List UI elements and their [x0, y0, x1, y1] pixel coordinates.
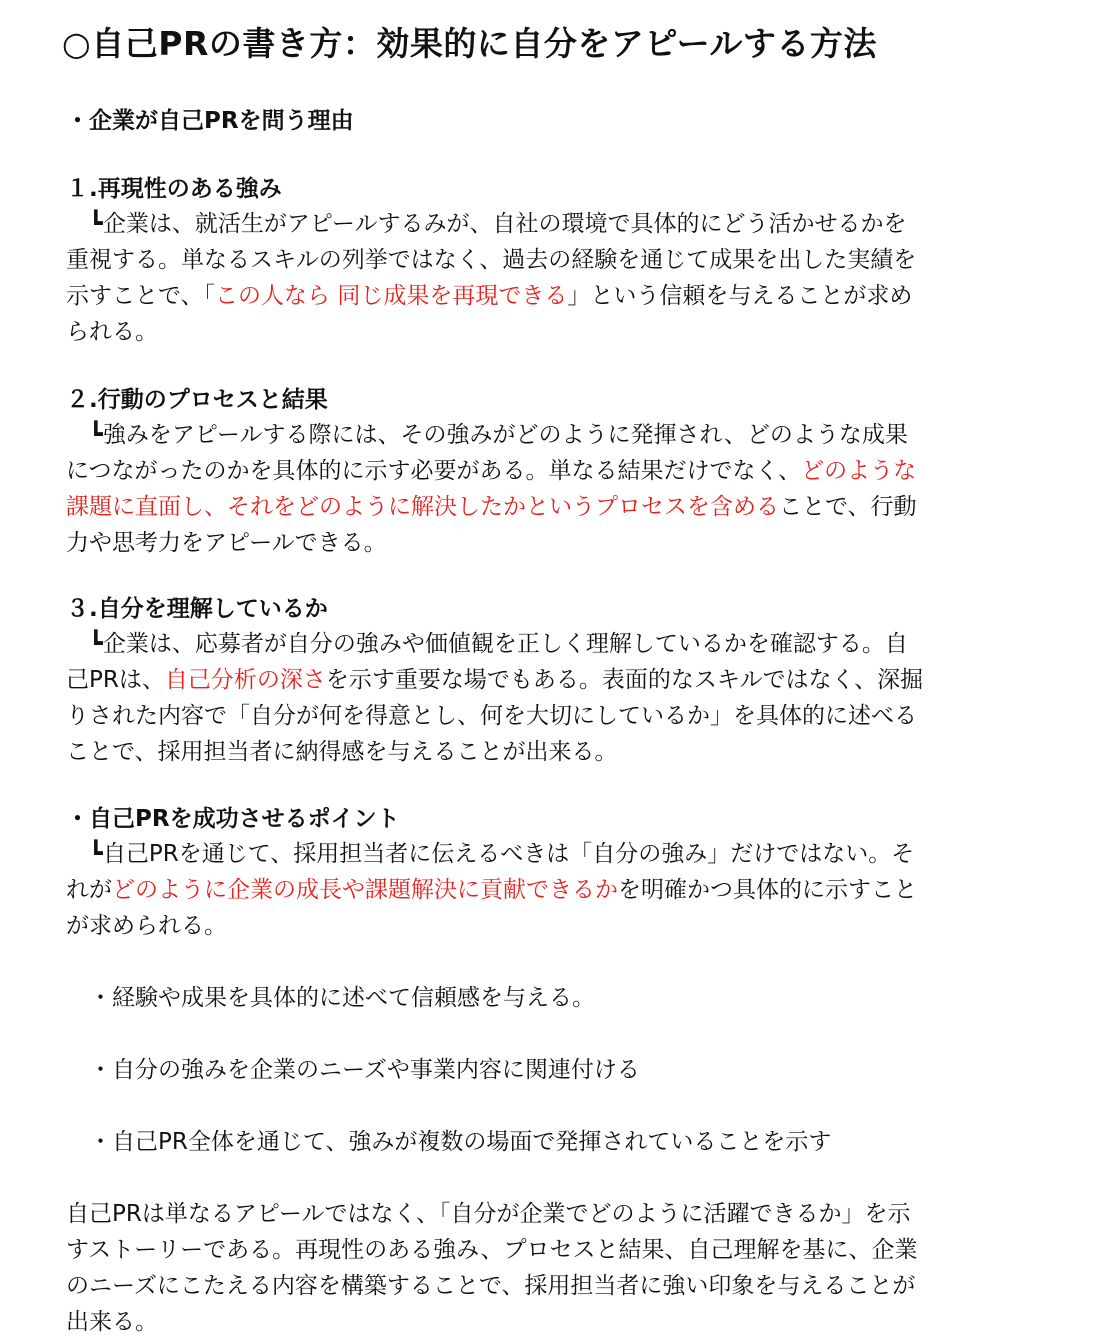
success-text-b: を明確かつ具体的に示すこと が求められる。 — [66, 877, 917, 939]
success-heading: ・自己PRを成功させるポイント — [66, 806, 400, 832]
point-2 — [66, 383, 1051, 561]
point-2-text-b: ことで、行動 力や思考力をアピールできる。 — [66, 494, 917, 556]
success-bullet-2: ・自分の強みを企業のニーズや事業内容に関連付ける — [66, 1057, 640, 1083]
point-2-highlight: どのような 課題に直面し、それをどのように解決したかというプロセスを含める — [66, 458, 917, 520]
point-3-body — [66, 626, 1051, 770]
success-bullet-list — [66, 944, 1051, 1196]
point-1 — [66, 172, 1051, 350]
point-3-text-b: を示す重要な場でもある。表面的なスキルではなく、深掘 りされた内容で「自分が何を得意とし、何を大切にしているか」を具体的に述べる ことで、採用担当者に納得感を与えることが出来る。 — [66, 667, 924, 765]
point-2-heading: ２.行動のプロセスと結果 — [66, 387, 328, 413]
page-title: ○自己PRの書き方：効果的に自分をアピールする方法 — [62, 24, 877, 63]
section-reason — [66, 104, 1051, 138]
point-3-text-a: ┗企業は、応募者が自分の強みや価値観を正しく理解しているかを確認する。自 己PRは、 — [66, 631, 908, 693]
point-3-highlight: 自己分析の深さ — [164, 667, 326, 693]
point-1-text-a: ┗企業は、就活生がアピールするみが、自社の環境で具体的にどう活かせるかを 重視する。単なるスキルの列挙ではなく、過去の経験を通じて成果を出した実績を 示すことで、「 — [66, 211, 917, 309]
point-1-highlight: この人なら 同じ成果を再現できる — [215, 283, 568, 309]
success-text-a: ┗自己PRを通じて、採用担当者に伝えるべきは「自分の強み」だけではない。そ れが — [66, 841, 915, 903]
section-reason-heading: ・企業が自己PRを問う理由 — [66, 108, 354, 134]
point-3-heading: ３.自分を理解しているか — [66, 596, 328, 622]
point-3 — [66, 592, 1051, 770]
success-bullet-3: ・自己PR全体を通じて、強みが複数の場面で発揮されていることを示す — [66, 1129, 832, 1155]
success-conclusion: 自己PRは単なるアピールではなく、「自分が企業でどのように活躍できるか」を示 すストーリーである。再現性のある強み、プロセスと結果、自己理解を基に、企業 のニーズにこたえる内容を構築することで、採用担当者に強い印象を与えることが 出来る。 — [66, 1201, 918, 1335]
success-highlight: どのように企業の成長や課題解決に貢献できるか — [112, 877, 618, 903]
point-2-text-a: ┗強みをアピールする際には、その強みがどのように発揮され、どのような成果 につながったのかを具体的に示す必要がある。単なる結果だけでなく、 — [66, 422, 908, 484]
success-section — [66, 802, 1051, 1340]
point-1-body — [66, 206, 1051, 350]
point-1-heading: １.再現性のある強み — [66, 176, 282, 202]
point-1-text-b: 」という信頼を与えることが求め られる。 — [66, 283, 913, 345]
point-2-body — [66, 417, 1051, 561]
success-bullet-1: ・経験や成果を具体的に述べて信頼感を与える。 — [66, 985, 595, 1011]
success-body — [66, 836, 1051, 944]
